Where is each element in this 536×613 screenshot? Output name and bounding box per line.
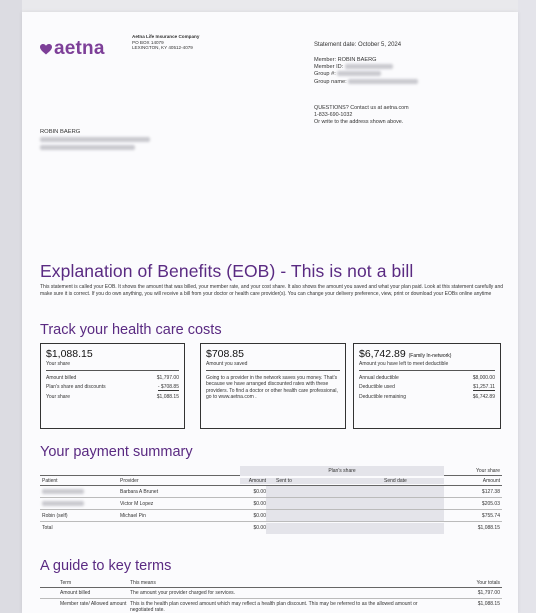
plan-share-label: Plan's share and discounts xyxy=(46,384,106,390)
member-name: ROBIN BAERG xyxy=(337,57,377,63)
row-amount: $0.00 xyxy=(253,488,266,495)
term-meaning: This is the health plan covered amount which may reflect a health plan discount. This may be referred to as the allowed amount or negotiated rate. xyxy=(130,601,418,613)
divider xyxy=(46,370,179,371)
contact-line3: Or write to the address shown above. xyxy=(314,118,404,125)
key-terms-table xyxy=(40,578,502,613)
aetna-logo xyxy=(40,38,105,60)
row-sent-to xyxy=(266,510,384,521)
deductible-used-label: Deductible used xyxy=(359,384,395,390)
col-amount: Amount xyxy=(240,478,266,484)
amount-saved-label: Amount you saved xyxy=(206,361,248,367)
amount-billed-value: $1,797.00 xyxy=(156,375,179,381)
deductible-box xyxy=(353,343,501,429)
col-send-date: Send date xyxy=(384,478,444,484)
table-total-row xyxy=(40,522,502,534)
row-total: $127.38 xyxy=(481,488,500,495)
row-total: $205.03 xyxy=(481,500,500,507)
payment-summary-table xyxy=(40,466,502,534)
row-send-date xyxy=(384,486,444,497)
group-name-label: Group name: xyxy=(314,78,347,85)
contact-info xyxy=(314,105,409,125)
total-amount: $0.00 xyxy=(253,525,266,531)
contact-line1: QUESTIONS? Contact us at aetna.com xyxy=(314,105,409,111)
heart-icon xyxy=(40,44,52,55)
deductible-remaining-value: $6,742.89 xyxy=(472,394,495,400)
background-right-edge xyxy=(518,0,536,613)
row-amount: $0.00 xyxy=(253,512,266,519)
row-amount: $0.00 xyxy=(253,500,266,507)
statement-date-value: October 5, 2024 xyxy=(358,42,402,48)
track-costs-heading: Track your health care costs xyxy=(40,322,222,338)
total-send-date-cell xyxy=(384,523,444,534)
redacted-group-number xyxy=(337,71,381,76)
row-send-date xyxy=(384,510,444,521)
col-patient: Patient xyxy=(42,477,58,484)
col-your-totals: Your totals xyxy=(476,579,500,586)
logo-wordmark: aetna xyxy=(54,38,105,59)
redacted-patient-name xyxy=(42,489,84,494)
contact-phone: 1-833-690-1032 xyxy=(314,111,353,118)
table-row xyxy=(40,486,502,498)
term-meaning: The amount your provider charged for services. xyxy=(130,590,236,596)
term-name: Member rate/ Allowed amount xyxy=(60,601,127,607)
your-share-row-label: Your share xyxy=(46,394,70,400)
row-sent-to xyxy=(266,486,384,497)
amount-billed-label: Amount billed xyxy=(46,375,77,381)
row-provider: Barbara A Brunet xyxy=(120,488,159,495)
redacted-member-id xyxy=(345,64,393,69)
term-name: Amount billed xyxy=(60,590,91,596)
term-row xyxy=(40,588,502,599)
table-group-header xyxy=(40,466,502,476)
eob-document xyxy=(22,12,518,613)
deductible-used-value: $1,257.11 xyxy=(473,384,495,390)
amount-saved: $708.85 xyxy=(206,348,244,360)
statement-date xyxy=(314,42,401,48)
payment-summary-heading: Your payment summary xyxy=(40,444,193,460)
savings-explanation: Going to a provider in the network saves you money. That's because we have arranged discounted rates with these providers. To find a doctor or other health care professional, go to www.aetna.com . xyxy=(206,375,338,401)
row-send-date xyxy=(384,498,444,509)
statement-date-label: Statement date: xyxy=(314,42,357,48)
row-provider: Michael Pin xyxy=(120,512,146,519)
eob-title: Explanation of Benefits (EOB) - This is not a bill xyxy=(40,261,414,281)
background-left-edge xyxy=(0,0,22,613)
deductible-network-note: (Family In-network) xyxy=(408,353,452,359)
col-provider: Provider xyxy=(120,477,139,484)
annual-deductible-label: Annual deductible xyxy=(359,375,399,381)
your-share-row-value: $1,088.15 xyxy=(156,394,179,400)
member-info xyxy=(314,57,418,86)
divider xyxy=(206,370,340,371)
redacted-patient-name xyxy=(42,501,84,506)
redacted-city xyxy=(40,145,135,150)
row-patient xyxy=(40,489,120,495)
eob-intro: This statement is called your EOB. It shows the amount that was billed, your member rate, and your cost share. It also shows the amount you saved and what your plan paid. Look at this statement carefully and make sure it is correct. If you do own anything, you will receive a bill from your doctor or health care provider(s). You can change your delivery preference, view, print or download your EOBs online anytime xyxy=(40,284,504,297)
deductible-remaining-label: Deductible remaining xyxy=(359,394,406,400)
key-terms-heading: A guide to key terms xyxy=(40,558,172,574)
your-share-label: Your share xyxy=(46,361,70,367)
term-total: $1,797.00 xyxy=(477,590,500,596)
your-share-amount: $1,088.15 xyxy=(46,348,93,360)
member-id-label: Member ID: xyxy=(314,64,344,71)
recipient-address xyxy=(40,128,150,152)
term-row xyxy=(40,599,502,613)
row-total: $755.74 xyxy=(481,512,500,519)
company-name: Aetna Life Insurance Company xyxy=(132,34,200,39)
total-sent-to-cell xyxy=(266,523,384,534)
annual-deductible-value: $8,000.00 xyxy=(472,375,495,381)
company-address-line1: PO BOX 14079 xyxy=(132,39,164,45)
company-address-line2: LEXINGTON, KY 40512-4079 xyxy=(132,45,193,51)
col-term: Term xyxy=(60,579,72,586)
deductible-left-amount: $6,742.89 xyxy=(359,348,406,360)
plan-share-group-header: Plan's share xyxy=(240,466,444,476)
your-share-box xyxy=(40,343,185,429)
group-label: Group #: xyxy=(314,71,336,78)
plan-share-value: - $708.85 xyxy=(157,384,179,390)
your-share-group-header: Your share xyxy=(476,467,500,474)
divider xyxy=(359,370,495,371)
table-row xyxy=(40,498,502,510)
deductible-left-label: Amount you have left to meet deductible xyxy=(359,361,449,367)
total-label: Total xyxy=(42,525,53,531)
col-means: This means xyxy=(130,579,156,586)
table-header-row xyxy=(40,476,502,486)
term-total: $1,088.15 xyxy=(477,601,500,607)
col-sent-to: Sent to xyxy=(266,478,384,484)
row-patient: Robin (self) xyxy=(42,512,68,519)
total-your-share: $1,088.15 xyxy=(477,525,500,531)
amount-saved-box xyxy=(200,343,346,429)
row-sent-to xyxy=(266,498,384,509)
company-address xyxy=(132,34,199,51)
col-total: Amount xyxy=(482,477,500,484)
redacted-group-name xyxy=(348,79,418,84)
row-patient xyxy=(40,501,120,507)
member-label: Member: xyxy=(314,57,337,63)
table-row xyxy=(40,510,502,522)
redacted-street xyxy=(40,137,150,142)
terms-header-row xyxy=(40,578,502,588)
row-provider: Victor M Lopez xyxy=(120,500,154,507)
recipient-name: ROBIN BAERG xyxy=(40,129,81,135)
